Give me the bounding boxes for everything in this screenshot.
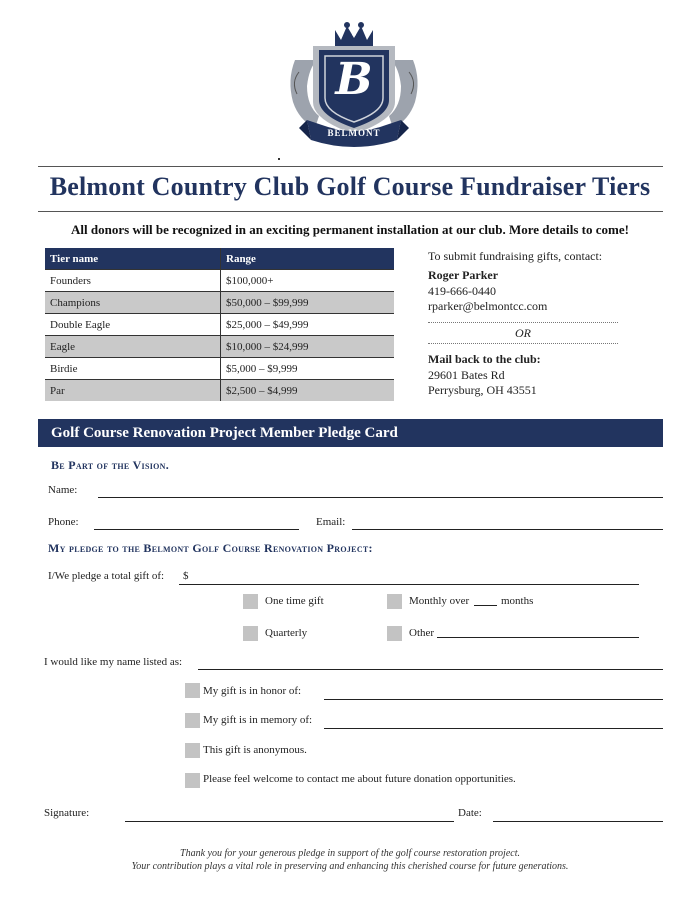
currency-symbol: $ [183,570,189,582]
honor-label: My gift is in honor of: [203,685,302,697]
mail-heading: Mail back to the club: [428,352,541,366]
tier-name: Birdie [45,358,221,380]
email-field[interactable] [352,529,663,530]
table-row [45,270,394,292]
anonymous-label: This gift is anonymous. [203,744,307,756]
title-rule-top [38,166,663,167]
tier-range: $10,000 – $24,999 [221,336,395,358]
contact-me-label: Please feel welcome to contact me about future donation opportunities. [203,773,516,785]
tier-name: Par [45,380,221,402]
listed-name-field[interactable] [198,669,663,670]
honor-field[interactable] [324,699,663,700]
tier-name: Founders [45,270,221,292]
quarterly-label: Quarterly [265,627,308,639]
contact-email: rparker@belmontcc.com [428,299,548,313]
email-label: Email: [316,516,346,528]
page-subtitle: All donors will be recognized in an exciting permanent installation at our club. More details to come! [71,222,629,237]
months-label: months [501,595,534,607]
quarterly-checkbox[interactable] [243,626,258,641]
contact-divider-bottom [428,343,618,344]
page-title: Belmont Country Club Golf Course Fundraiser Tiers [49,172,651,201]
phone-field[interactable] [94,529,299,530]
months-field[interactable] [474,605,497,606]
other-label: Other [409,627,435,639]
footer-line1: Thank you for your generous pledge in support of the golf course restoration project. [180,848,520,859]
tier-range: $25,000 – $49,999 [221,314,395,336]
name-label: Name: [48,484,78,496]
pledge-amount-field[interactable] [179,584,639,585]
mail-address-line2: Perrysburg, OH 43551 [428,383,537,397]
section-heading-pledge: My pledge to the Belmont Golf Course Renovation Project: [48,541,373,555]
contact-phone: 419-666-0440 [428,284,496,298]
table-row [45,292,394,314]
table-header-row [45,248,394,270]
table-row [45,314,394,336]
column-header: Tier name [45,248,221,270]
footer-line2: Your contribution plays a vital role in preserving and enhancing this cherished course for future generations. [131,861,569,872]
listed-name-label: I would like my name listed as: [44,656,183,668]
tier-name: Double Eagle [45,314,221,336]
contact-or: OR [515,326,531,340]
memory-label: My gift is in memory of: [203,714,313,726]
other-field[interactable] [437,637,639,638]
contact-me-checkbox[interactable] [185,773,200,788]
name-field[interactable] [98,497,663,498]
mail-address-line1: 29601 Bates Rd [428,368,505,382]
column-header: Range [221,248,395,270]
table-row [45,380,394,402]
tier-name: Eagle [45,336,221,358]
pledge-card-banner: Golf Course Renovation Project Member Pledge Card [38,419,663,447]
belmont-logo [285,20,423,152]
date-label: Date: [458,807,482,819]
title-rule-bottom [38,211,663,212]
tier-name: Champions [45,292,221,314]
signature-label: Signature: [44,807,90,819]
date-field[interactable] [493,821,663,822]
memory-field[interactable] [324,728,663,729]
one-time-checkbox[interactable] [243,594,258,609]
tier-range: $100,000+ [221,270,395,292]
monthly-label: Monthly over [409,595,470,607]
contact-intro: To submit fundraising gifts, contact: [428,249,603,263]
phone-label: Phone: [48,516,79,528]
tier-range: $50,000 – $99,999 [221,292,395,314]
contact-name: Roger Parker [428,268,499,282]
anonymous-checkbox[interactable] [185,743,200,758]
memory-checkbox[interactable] [185,713,200,728]
section-heading-vision: Be Part of the Vision. [51,458,170,472]
decorative-dot [278,158,280,160]
table-row [45,358,394,380]
tiers-table [45,248,394,401]
other-checkbox[interactable] [387,626,402,641]
signature-field[interactable] [125,821,454,822]
tier-range: $5,000 – $9,999 [221,358,395,380]
table-row [45,336,394,358]
tier-range: $2,500 – $4,999 [221,380,395,402]
honor-checkbox[interactable] [185,683,200,698]
logo-letter: B [335,54,373,105]
logo-banner-text: BELMONT [327,128,381,138]
one-time-label: One time gift [265,595,324,607]
contact-divider-top [428,322,618,323]
pledge-amount-label: I/We pledge a total gift of: [48,570,165,582]
monthly-checkbox[interactable] [387,594,402,609]
